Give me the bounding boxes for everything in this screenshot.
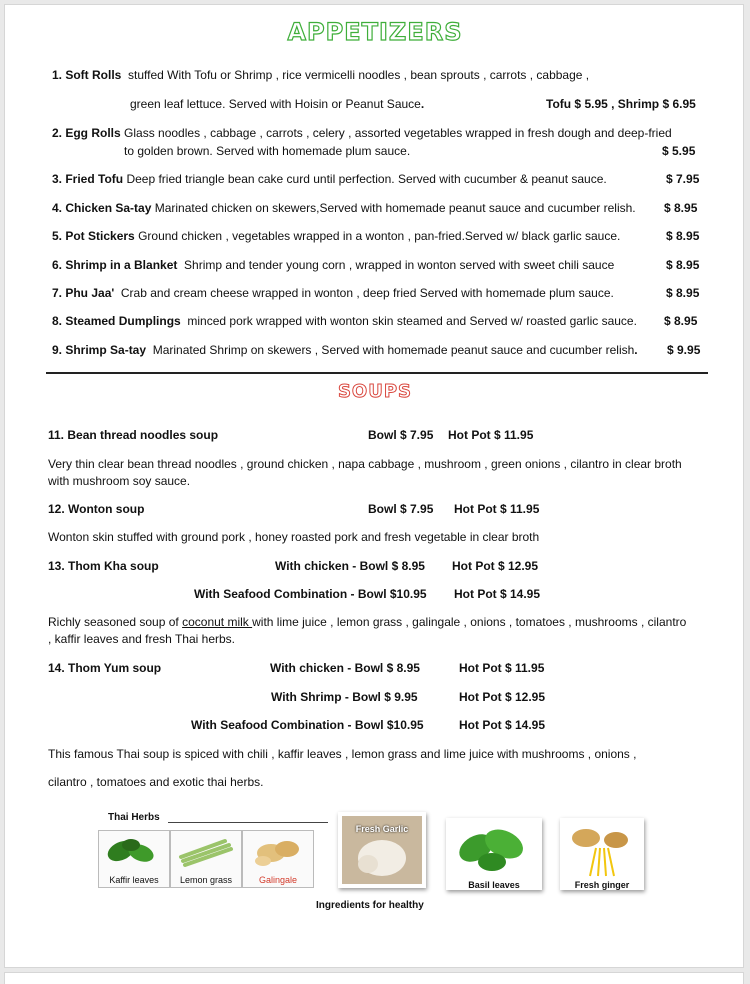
appetizers-title: APPETIZERS: [287, 18, 463, 46]
soup-13-row1-hotpot: Hot Pot $ 12.95: [452, 559, 539, 573]
appetizer-item-1-line2: [130, 97, 424, 112]
item-name: 5. Pot Stickers: [52, 229, 135, 243]
soups-title: SOUPS: [337, 381, 413, 402]
soup-12-bowl: Bowl $ 7.95: [368, 502, 434, 516]
soup-14-name: 14. Thom Yum soup: [48, 661, 162, 675]
item-name: 4. Chicken Sa-tay: [52, 201, 152, 215]
item-name: 7. Phu Jaa': [52, 286, 115, 300]
appetizer-item-8: [52, 314, 637, 329]
desc-text: Richly seasoned soup of: [48, 615, 183, 629]
soup-12-hotpot: Hot Pot $ 11.95: [454, 502, 540, 516]
soup-14-row2-label: With Shrimp - Bowl $ 9.95: [271, 690, 418, 704]
item-desc: Shrimp and tender young corn , wrapped in wonton served with sweet chili sauce: [184, 258, 615, 272]
galingale-caption: Galingale: [258, 875, 298, 885]
ginger-caption: Fresh ginger: [574, 880, 630, 890]
herbs-title-line: [168, 822, 328, 823]
item-desc: Marinated chicken on skewers,Served with homemade peanut sauce and cucumber relish.: [154, 201, 636, 215]
ginger-icon: [560, 818, 644, 880]
soup-14-row2-hotpot: Hot Pot $ 12.95: [459, 690, 546, 704]
item-desc: Marinated Shrimp on skewers , Served with homemade peanut sauce and cucumber relish: [152, 343, 635, 357]
soup-12-desc: Wonton skin stuffed with ground pork , honey roasted pork and fresh vegetable in clear broth: [48, 530, 540, 544]
herbs-footer: Ingredients for healthy: [316, 900, 424, 911]
lemon-grass-caption: Lemon grass: [179, 875, 233, 885]
item-desc: Glass noodles , cabbage , carrots , celery , assorted vegetables wrapped in fresh dough and deep-fried: [124, 126, 672, 140]
coconut-milk-link: coconut milk: [182, 615, 253, 629]
appetizer-price-7: $ 8.95: [666, 286, 700, 300]
garlic-caption: Fresh Garlic: [355, 824, 409, 834]
kaffir-leaves-image: [98, 830, 170, 888]
soup-11-name: 11. Bean thread noodles soup: [48, 428, 219, 442]
soup-13-desc: [48, 614, 688, 648]
appetizer-price-9: $ 9.95: [667, 343, 701, 357]
soup-14-desc-2: cilantro , tomatoes and exotic thai herbs.: [48, 775, 264, 789]
appetizer-price-5: $ 8.95: [666, 229, 700, 243]
soup-14-row1-label: With chicken - Bowl $ 8.95: [270, 661, 420, 675]
item-desc: minced pork wrapped with wonton skin steamed and Served w/ roasted garlic sauce.: [187, 314, 637, 328]
item-desc: Deep fried triangle bean cake curd until perfection. Served with cucumber & peanut sauce.: [126, 172, 607, 186]
item-name: 3. Fried Tofu: [52, 172, 124, 186]
appetizer-price-4: $ 8.95: [664, 201, 698, 215]
item-desc-end: .: [634, 343, 638, 357]
fresh-garlic-photo: [338, 812, 426, 888]
kaffir-caption: Kaffir leaves: [109, 875, 159, 885]
galingale-icon: [243, 831, 313, 871]
basil-icon: [446, 818, 542, 880]
item-name: 1. Soft Rolls: [52, 68, 122, 82]
soup-13-row1-label: With chicken - Bowl $ 8.95: [275, 559, 425, 573]
item-desc: Crab and cream cheese wrapped in wonton , deep fried Served with homemade plum sauce.: [120, 286, 614, 300]
appetizer-item-2-line2: to golden brown. Served with homemade plum sauce.: [124, 144, 411, 158]
section-divider: [46, 372, 708, 374]
item-name: 8. Steamed Dumplings: [52, 314, 181, 328]
soup-14-desc-1: This famous Thai soup is spiced with chili , kaffir leaves , lemon grass and lime juice with mushrooms , onions ,: [48, 747, 637, 761]
soup-11-hotpot: Hot Pot $ 11.95: [448, 428, 534, 442]
appetizer-price-3: $ 7.95: [666, 172, 700, 186]
appetizer-item-1: [52, 68, 589, 83]
herbs-title: Thai Herbs: [108, 812, 160, 823]
basil-caption: Basil leaves: [468, 880, 520, 890]
lemon-grass-image: [170, 830, 242, 888]
appetizer-item-5: [52, 229, 620, 244]
item-desc-2-end: .: [420, 97, 425, 111]
appetizer-item-7: [52, 286, 614, 301]
soup-13-name: 13. Thom Kha soup: [48, 559, 159, 573]
item-desc: Ground chicken , vegetables wrapped in a wonton , pan-fried.Served w/ black garlic sauce.: [138, 229, 621, 243]
appetizer-price-6: $ 8.95: [666, 258, 700, 272]
appetizer-item-6: [52, 258, 614, 273]
soup-11-bowl: Bowl $ 7.95: [368, 428, 434, 442]
desc-text-2: with lime juice , lemon grass , galingale , onions , tomatoes , mushrooms , cilantro , kaffir leaves and fresh Thai herbs.: [48, 615, 687, 646]
basil-leaves-photo: [446, 818, 542, 890]
appetizer-item-2: [52, 126, 672, 141]
appetizer-price-8: $ 8.95: [664, 314, 698, 328]
appetizer-price-1: Tofu $ 5.95 , Shrimp $ 6.95: [546, 97, 696, 111]
lemon-grass-icon: [171, 831, 241, 871]
soup-13-row2-hotpot: Hot Pot $ 14.95: [454, 587, 541, 601]
appetizer-item-9: [52, 343, 638, 358]
galingale-image: [242, 830, 314, 888]
item-name: 6. Shrimp in a Blanket: [52, 258, 178, 272]
soup-12-name: 12. Wonton soup: [48, 502, 145, 516]
item-name: 9. Shrimp Sa-tay: [52, 343, 147, 357]
kaffir-leaves-icon: [99, 831, 169, 871]
item-desc: stuffed With Tofu or Shrimp , rice vermicelli noodles , bean sprouts , carrots , cabbage ,: [128, 68, 590, 82]
soup-14-row3-label: With Seafood Combination - Bowl $10.95: [191, 718, 424, 732]
item-desc-2: green leaf lettuce. Served with Hoisin or Peanut Sauce: [130, 97, 421, 111]
soup-11-desc: Very thin clear bean thread noodles , ground chicken , napa cabbage , mushroom , green onions , cilantro in clear broth with mushroom soy sauce.: [48, 457, 682, 488]
item-name: 2. Egg Rolls: [52, 126, 121, 140]
thai-herbs-panel: [98, 810, 658, 920]
next-page-edge: [4, 972, 744, 984]
fresh-ginger-photo: [560, 818, 644, 890]
soup-13-row2-label: With Seafood Combination - Bowl $10.95: [194, 587, 427, 601]
soup-14-row3-hotpot: Hot Pot $ 14.95: [459, 718, 546, 732]
appetizer-item-3: [52, 172, 607, 187]
appetizer-price-2: $ 5.95: [662, 144, 696, 158]
soup-14-row1-hotpot: Hot Pot $ 11.95: [459, 661, 545, 675]
appetizer-item-4: [52, 201, 636, 216]
